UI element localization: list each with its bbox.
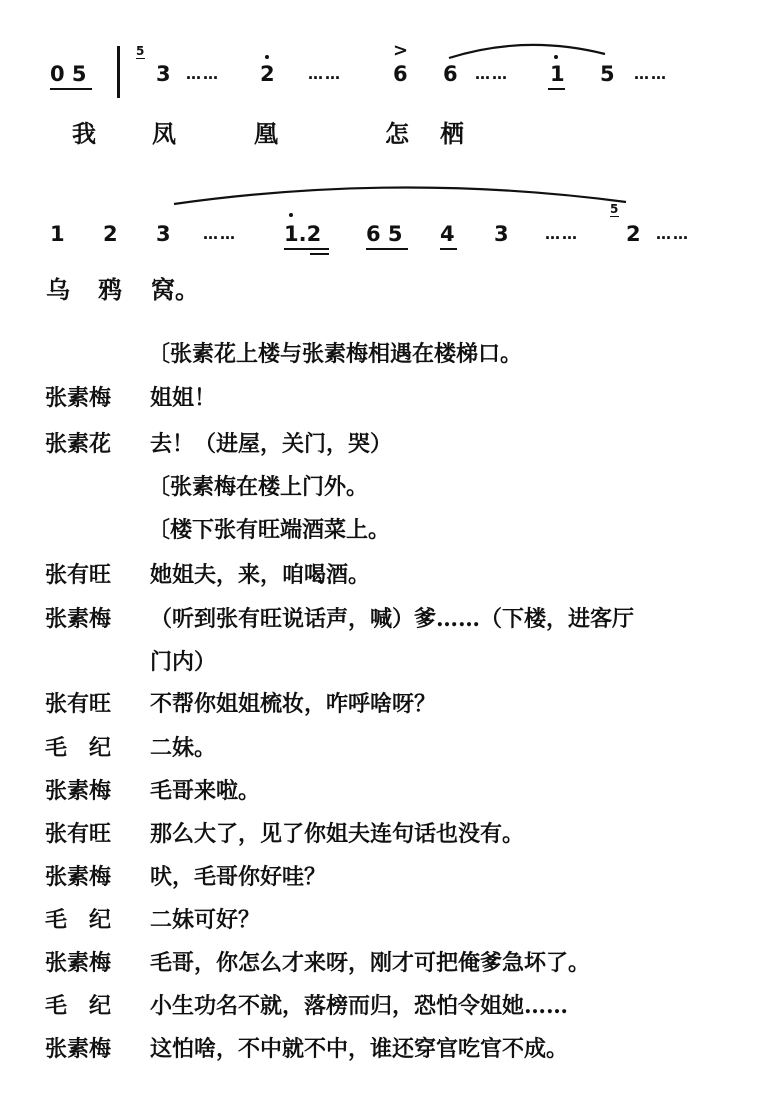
dialogue-text: 二妹。	[150, 735, 217, 761]
lyric: 窝。	[151, 275, 199, 304]
speaker-name: 张素梅	[45, 606, 112, 632]
lyric: 凤	[152, 119, 176, 148]
note: 6 5	[366, 222, 403, 246]
barline	[117, 46, 120, 98]
note: 3	[156, 62, 171, 86]
dialogue-text: 吠，毛哥你好哇？	[150, 864, 327, 890]
note: 2	[626, 222, 641, 246]
grace-underline	[136, 58, 145, 59]
speaker-name: 张有旺	[45, 691, 112, 717]
grace-note: 5	[610, 202, 619, 216]
speaker-name: 毛 纪	[45, 993, 112, 1019]
note: 1.2	[284, 222, 322, 246]
note: 1	[550, 62, 565, 86]
dialogue-text: 二妹可好？	[150, 907, 261, 933]
sustain-dots: ……	[656, 225, 690, 243]
speaker-name: 张素梅	[45, 778, 112, 804]
stage-direction: 〔楼下张有旺端酒菜上。	[148, 517, 391, 543]
lyric: 凰	[254, 119, 278, 148]
lyric: 栖	[440, 119, 464, 148]
note: 2	[260, 62, 275, 86]
speaker-name: 张素梅	[45, 950, 112, 976]
sustain-dots: ……	[203, 225, 237, 243]
note: 3	[156, 222, 171, 246]
speaker-name: 毛 纪	[45, 735, 112, 761]
note: 6	[443, 62, 458, 86]
dialogue-text: 不帮你姐姐梳妆，咋呼啥呀？	[150, 691, 437, 717]
speaker-name: 张有旺	[45, 821, 112, 847]
stage-direction: 〔张素梅在楼上门外。	[148, 474, 369, 500]
note-underline	[284, 248, 329, 250]
speaker-name: 张素梅	[45, 385, 112, 411]
dialogue-continuation: 门内）	[150, 649, 217, 675]
stage-direction: 〔张素花上楼与张素梅相遇在楼梯口。	[148, 341, 523, 367]
sustain-dots: ……	[186, 65, 220, 83]
slur	[170, 180, 632, 206]
note-underline	[366, 248, 408, 250]
dialogue-text: 毛哥，你怎么才来呀，刚才可把俺爹急坏了。	[150, 950, 591, 976]
octave-dot	[265, 55, 269, 59]
speaker-name: 毛 纪	[45, 907, 112, 933]
lyric: 鸦	[98, 275, 122, 304]
slur	[445, 38, 610, 60]
sustain-dots: ……	[545, 225, 579, 243]
accent-mark: >	[393, 40, 409, 61]
lyric: 怎	[385, 119, 409, 148]
note: 4	[440, 222, 455, 246]
sustain-dots: ……	[308, 65, 342, 83]
note-underline	[310, 253, 329, 255]
speaker-name: 张有旺	[45, 562, 112, 588]
dialogue-text: 小生功名不就，落榜而归，恐怕令姐她……	[150, 993, 569, 1019]
speaker-name: 张素梅	[45, 1036, 112, 1062]
sustain-dots: ……	[634, 65, 668, 83]
dialogue-text: 姐姐！	[150, 385, 217, 411]
note: 5	[600, 62, 615, 86]
lyric: 乌	[46, 275, 70, 304]
note: 1	[50, 222, 65, 246]
note-underline	[548, 88, 565, 90]
octave-dot	[554, 55, 558, 59]
dialogue-text: （听到张有旺说话声，喊）爹……（下楼，进客厅	[150, 606, 635, 632]
grace-note: 5	[136, 44, 145, 58]
speaker-name: 张素梅	[45, 864, 112, 890]
grace-underline	[610, 216, 619, 217]
speaker-name: 张素花	[45, 431, 112, 457]
note: 6	[393, 62, 408, 86]
octave-dot	[289, 213, 293, 217]
dialogue-text: 毛哥来啦。	[150, 778, 261, 804]
note-underline	[440, 248, 457, 250]
dialogue-text: 去！（进屋，关门，哭）	[150, 431, 393, 457]
sustain-dots: ……	[475, 65, 509, 83]
note: 3	[494, 222, 509, 246]
lyric: 我	[72, 119, 96, 148]
dialogue-text: 那么大了，见了你姐夫连句话也没有。	[150, 821, 525, 847]
note: 2	[103, 222, 118, 246]
pickup-underline	[50, 88, 92, 90]
dialogue-text: 这怕啥，不中就不中，谁还穿官吃官不成。	[150, 1036, 569, 1062]
dialogue-text: 她姐夫，来，咱喝酒。	[150, 562, 371, 588]
pickup-notes: 0 5	[50, 62, 87, 86]
